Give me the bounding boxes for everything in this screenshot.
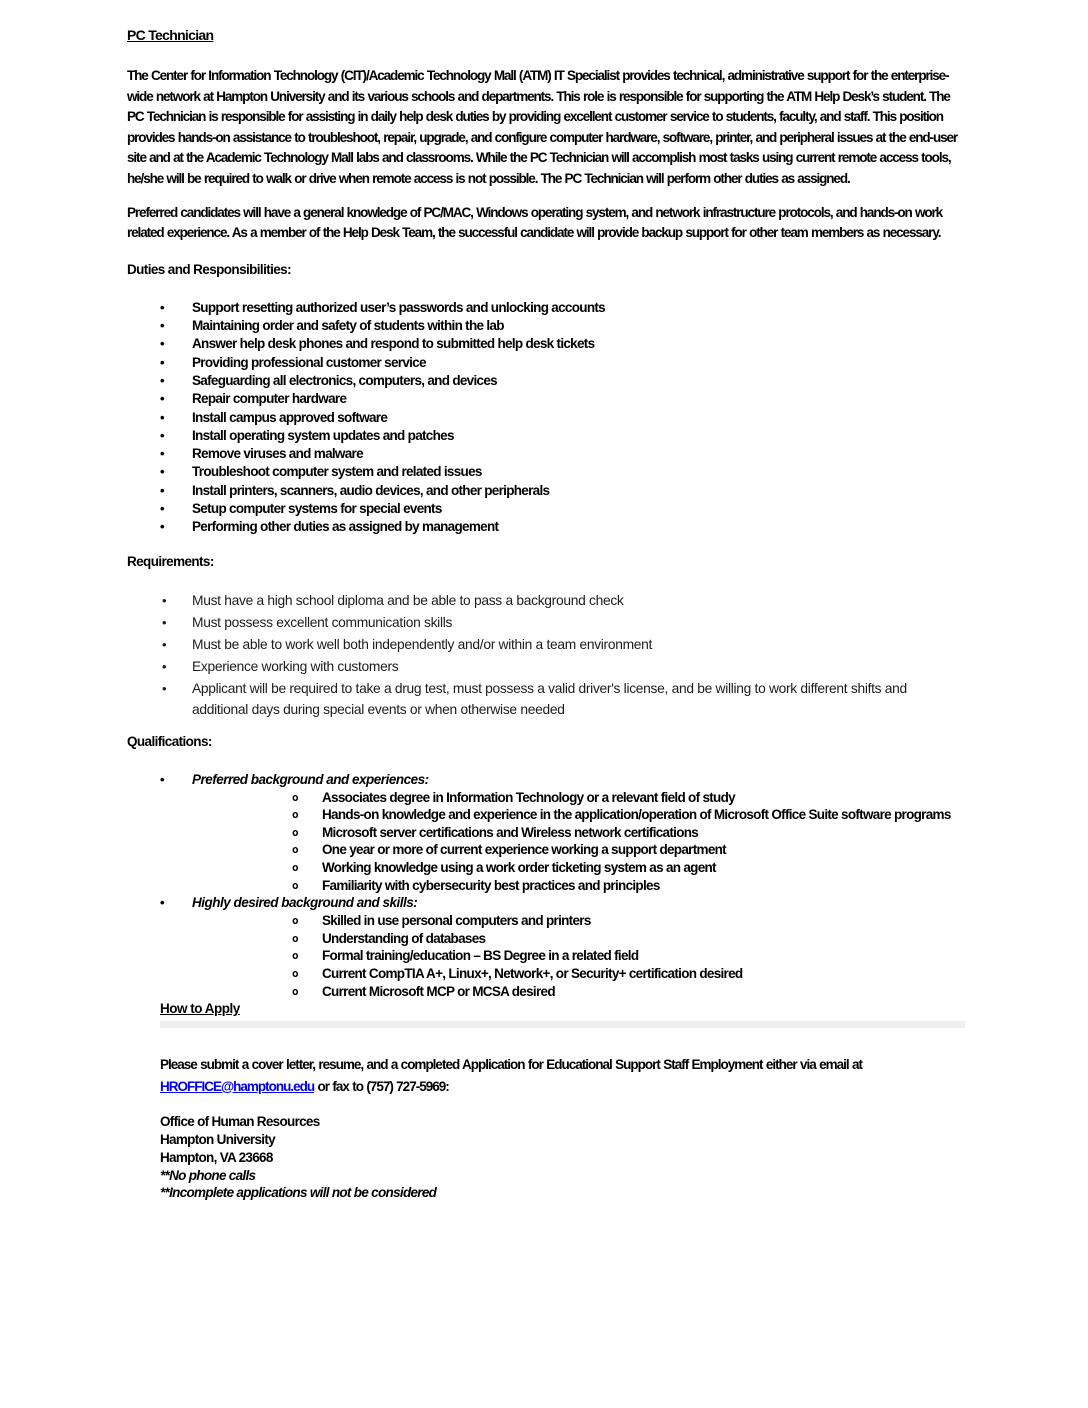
list-item: • Performing other duties as assigned by management	[127, 518, 965, 536]
address-university: Hampton University	[160, 1131, 275, 1147]
note-no-phone-calls: **No phone calls	[160, 1167, 256, 1183]
address-city: Hampton, VA 23668	[160, 1149, 273, 1165]
how-to-apply-heading: How to Apply	[160, 1001, 240, 1017]
list-item: • Must possess excellent communication skills	[127, 612, 965, 633]
apply-text-after-link: or fax to (757) 727-5969:	[314, 1078, 449, 1094]
email-link[interactable]: HROFFICE@hamptonu.edu	[160, 1078, 315, 1094]
list-item: • Troubleshoot computer system and related issues	[127, 463, 965, 481]
list-item: • Remove viruses and malware	[127, 445, 965, 463]
list-item: o Formal training/education – BS Degree in a related field	[192, 947, 965, 965]
list-item: • Install printers, scanners, audio devices, and other peripherals	[127, 482, 965, 500]
list-item: o One year or more of current experience working a support department	[192, 841, 965, 859]
list-item: • Experience working with customers	[127, 656, 965, 677]
list-item: • Must have a high school diploma and be able to pass a background check	[127, 590, 965, 611]
qualification-group-preferred	[127, 771, 965, 895]
list-item: o Current CompTIA A+, Linux+, Network+, or Security+ certification desired	[192, 965, 965, 983]
list-item: o Current Microsoft MCP or MCSA desired	[192, 983, 965, 1001]
section-heading-duties: Duties and Responsibilities:	[127, 261, 291, 277]
intro-paragraph-1: The Center for Information Technology (CIT)/Academic Technology Mall (ATM) IT Specialist provides technical, administrative support for the enterprise-wide network at Hampton University and its various schools and departments. This role is responsible for supporting the ATM Help Desk’s student. The PC Technician is responsible for assisting in daily help desk duties by providing excellent customer service to students, faculty, and staff. This position provides hands-on assistance to troubleshoot, repair, upgrade, and configure computer hardware, software, printer, and peripheral issues at the end-user site and at the Academic Technology Mall labs and classrooms. While the PC Technician will accomplish most tasks using current remote access tools, he/she will be required to walk or drive when remote access is not possible. The PC Technician will perform other duties as assigned.	[127, 68, 958, 186]
list-item: o Hands-on knowledge and experience in the application/operation of Microsoft Office Suite software programs	[192, 806, 965, 824]
note-incomplete-applications: **Incomplete applications will not be considered	[160, 1185, 437, 1201]
list-item: • Setup computer systems for special events	[127, 500, 965, 518]
how-to-apply-section	[160, 1000, 965, 1202]
duties-list	[127, 299, 965, 537]
list-item: • Answer help desk phones and respond to submitted help desk tickets	[127, 335, 965, 353]
apply-instructions	[160, 1054, 945, 1097]
address-office: Office of Human Resources	[160, 1114, 320, 1130]
group-label: Highly desired background and skills:	[192, 895, 418, 911]
qualification-group-desired	[127, 894, 965, 1000]
list-item: • Applicant will be required to take a drug test, must possess a valid driver's license, and be willing to work different shifts and additional days during special events or when otherwise needed	[127, 678, 965, 720]
list-item: • Install operating system updates and patches	[127, 427, 965, 445]
qualifications-list	[127, 771, 965, 1001]
page-title: PC Technician	[127, 27, 214, 43]
group-label: Preferred background and experiences:	[192, 771, 429, 787]
list-item: • Maintaining order and safety of students within the lab	[127, 317, 965, 335]
intro-paragraph-2: Preferred candidates will have a general knowledge of PC/MAC, Windows operating system, and network infrastructure protocols, and hands-on work related experience. As a member of the Help Desk Team, the successful candidate will provide backup support for other team members as necessary.	[127, 204, 943, 241]
address-block	[160, 1113, 965, 1202]
section-divider	[160, 1021, 965, 1028]
list-item: o Skilled in use personal computers and printers	[192, 912, 965, 930]
list-item: o Working knowledge using a work order ticketing system as an agent	[192, 859, 965, 877]
section-heading-requirements: Requirements:	[127, 553, 214, 569]
list-item: • Providing professional customer service	[127, 354, 965, 372]
preferred-sublist	[192, 789, 965, 895]
list-item: • Must be able to work well both independently and/or within a team environment	[127, 634, 965, 655]
list-item: • Install campus approved software	[127, 409, 965, 427]
list-item: o Associates degree in Information Technology or a relevant field of study	[192, 789, 965, 807]
list-item: • Support resetting authorized user’s passwords and unlocking accounts	[127, 299, 965, 317]
list-item: • Safeguarding all electronics, computers, and devices	[127, 372, 965, 390]
requirements-list	[127, 590, 965, 720]
list-item: o Microsoft server certifications and Wireless network certifications	[192, 824, 965, 842]
list-item: o Familiarity with cybersecurity best practices and principles	[192, 877, 965, 895]
desired-sublist	[192, 912, 965, 1000]
list-item: o Understanding of databases	[192, 930, 965, 948]
list-item: • Repair computer hardware	[127, 390, 965, 408]
section-heading-qualifications: Qualifications:	[127, 733, 212, 749]
apply-text-before-link: Please submit a cover letter, resume, and a completed Application for Educational Support Staff Employment either via email at	[160, 1057, 863, 1073]
